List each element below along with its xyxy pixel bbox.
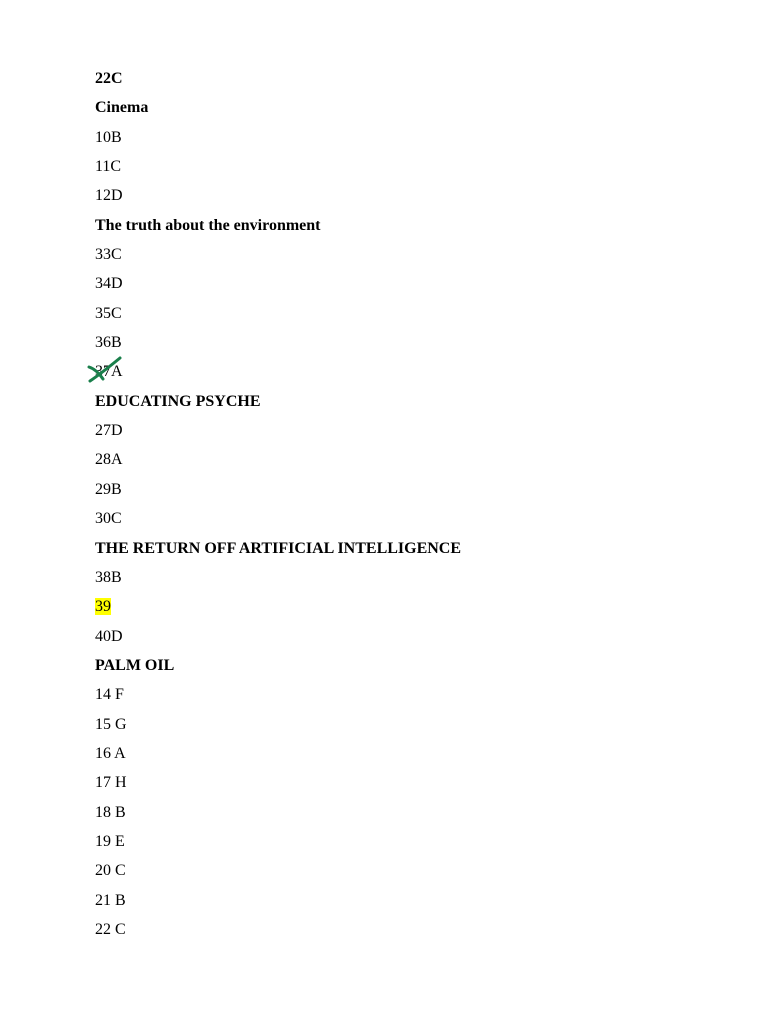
answer-text: 17 H	[95, 774, 127, 792]
answer-line	[95, 181, 461, 210]
answer-text: 33C	[95, 246, 122, 264]
answer-line	[95, 357, 461, 386]
answer-list	[95, 64, 461, 944]
section-heading-text: THE RETURN OFF ARTIFICIAL INTELLIGENCE	[95, 539, 462, 557]
answer-text: 30C	[95, 510, 122, 528]
answer-text: 37A	[95, 363, 123, 381]
section-heading-text: PALM OIL	[95, 656, 175, 674]
answer-text: 20 C	[95, 862, 126, 880]
answer-line	[95, 592, 461, 621]
answer-line	[95, 856, 461, 885]
answer-text: 15 G	[95, 715, 127, 733]
answer-text: 14 F	[95, 686, 124, 704]
answer-text: 28A	[95, 451, 123, 469]
answer-text: 21 B	[95, 891, 126, 909]
answer-line	[95, 710, 461, 739]
answer-text: 22 C	[95, 920, 126, 938]
answer-line	[95, 798, 461, 827]
answer-text: 12D	[95, 187, 123, 205]
section-heading-text: 22C	[95, 70, 123, 87]
section-heading	[95, 64, 461, 93]
answer-text: 19 E	[95, 832, 125, 850]
answer-text: 36B	[95, 334, 122, 352]
section-heading	[95, 534, 461, 563]
answer-line	[95, 240, 461, 269]
answer-line	[95, 445, 461, 474]
answer-text: 18 B	[95, 803, 126, 821]
answer-text: 11C	[95, 158, 122, 176]
answer-text: 35C	[95, 304, 122, 322]
answer-line	[95, 152, 461, 181]
answer-line	[95, 622, 461, 651]
answer-line	[95, 915, 461, 944]
answer-text: 40D	[95, 627, 123, 645]
answer-line	[95, 680, 461, 709]
answer-line	[95, 504, 461, 533]
answer-line	[95, 269, 461, 298]
section-heading	[95, 93, 461, 122]
answer-line	[95, 328, 461, 357]
section-heading	[95, 211, 461, 240]
answer-line	[95, 886, 461, 915]
section-heading	[95, 651, 461, 680]
answer-text: 10B	[95, 128, 122, 146]
section-heading-text: Cinema	[95, 99, 149, 117]
answer-line	[95, 827, 461, 856]
answer-text: 29B	[95, 480, 122, 498]
section-heading	[95, 387, 461, 416]
answer-line	[95, 739, 461, 768]
answer-line	[95, 475, 461, 504]
answer-line	[95, 416, 461, 445]
answer-text: 38B	[95, 568, 122, 586]
answer-text: 16 A	[95, 744, 126, 762]
answer-line	[95, 123, 461, 152]
answer-text: 39	[95, 598, 111, 616]
answer-text: 27D	[95, 422, 123, 440]
section-heading-text: The truth about the environment	[95, 216, 321, 234]
answer-text: 34D	[95, 275, 123, 293]
section-heading-text: EDUCATING PSYCHE	[95, 392, 261, 410]
answer-line	[95, 299, 461, 328]
answer-line	[95, 563, 461, 592]
answer-line	[95, 768, 461, 797]
